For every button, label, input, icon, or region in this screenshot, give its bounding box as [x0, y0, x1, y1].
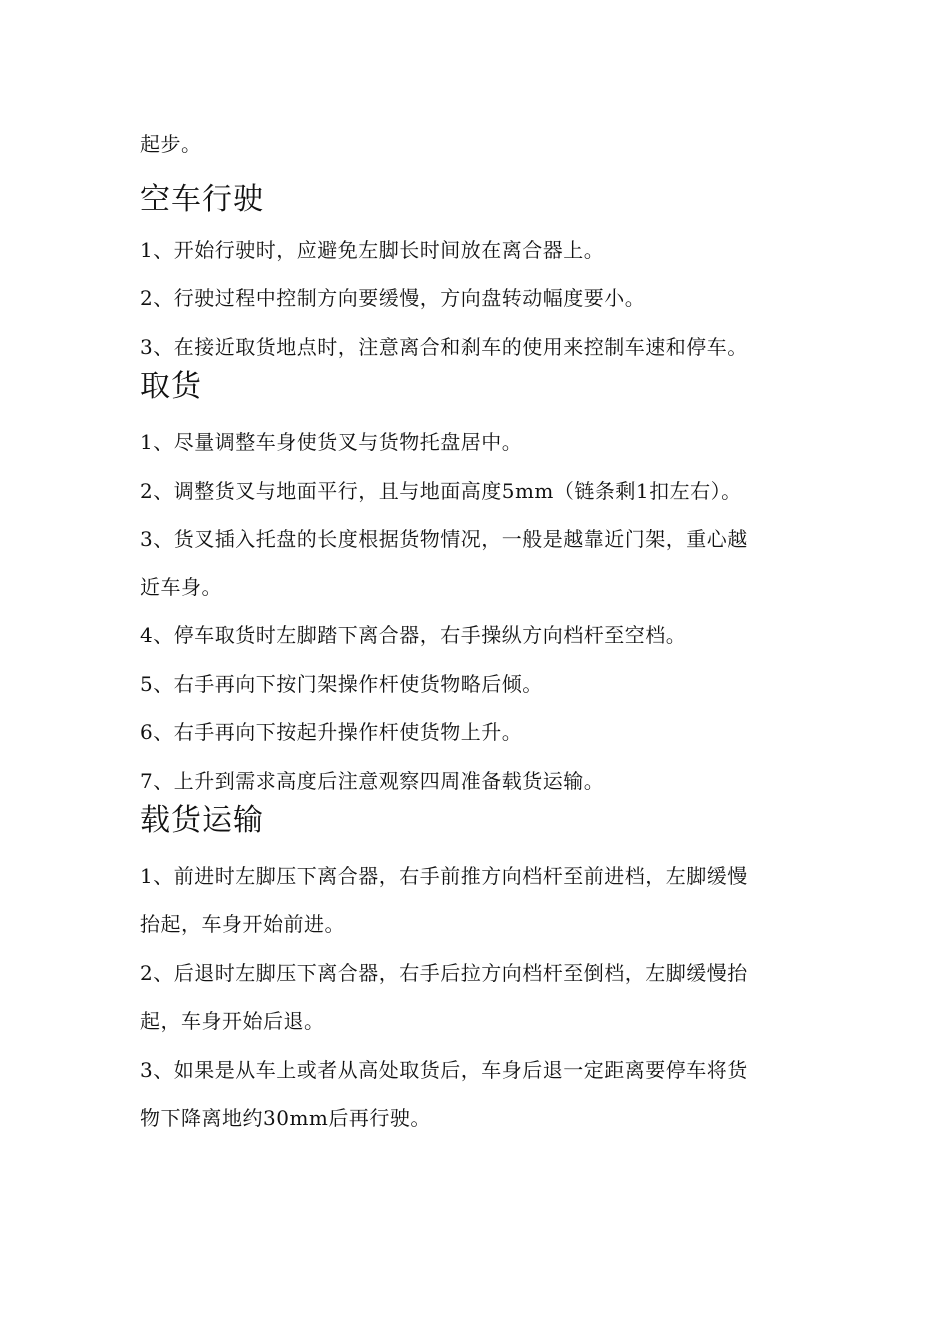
text-line: 6、右手再向下按起升操作杆使货物上升。: [140, 720, 523, 744]
text-line: 1、前进时左脚压下离合器，右手前推方向档杆至前进档，左脚缓慢: [140, 864, 748, 888]
text-line: 7、上升到需求高度后注意观察四周准备载货运输。: [140, 769, 605, 793]
text-line: 近车身。: [140, 575, 222, 599]
text-line: 起，车身开始后退。: [140, 1009, 325, 1033]
section-heading-empty-driving: 空车行驶: [140, 182, 264, 217]
text-line: 抬起，车身开始前进。: [140, 912, 345, 936]
text-line: 起步。: [140, 132, 202, 156]
section-heading-loaded-transport: 载货运输: [140, 803, 264, 838]
text-line: 2、调整货叉与地面平行，且与地面高度5mm（链条剩1扣左右）。: [140, 479, 742, 503]
text-line: 3、在接近取货地点时，注意离合和刹车的使用来控制车速和停车。: [140, 335, 748, 359]
text-line: 1、尽量调整车身使货叉与货物托盘居中。: [140, 430, 523, 454]
text-line: 1、开始行驶时，应避免左脚长时间放在离合器上。: [140, 238, 605, 262]
text-line: 3、货叉插入托盘的长度根据货物情况，一般是越靠近门架，重心越: [140, 527, 748, 551]
text-line: 4、停车取货时左脚踏下离合器，右手操纵方向档杆至空档。: [140, 623, 687, 647]
section-heading-pickup: 取货: [140, 369, 202, 404]
text-line: 5、右手再向下按门架操作杆使货物略后倾。: [140, 672, 543, 696]
text-line: 3、如果是从车上或者从高处取货后，车身后退一定距离要停车将货: [140, 1058, 748, 1082]
text-line: 2、行驶过程中控制方向要缓慢，方向盘转动幅度要小。: [140, 286, 646, 310]
text-line: 2、后退时左脚压下离合器，右手后拉方向档杆至倒档，左脚缓慢抬: [140, 961, 748, 985]
text-line: 物下降离地约30mm后再行驶。: [140, 1106, 431, 1130]
